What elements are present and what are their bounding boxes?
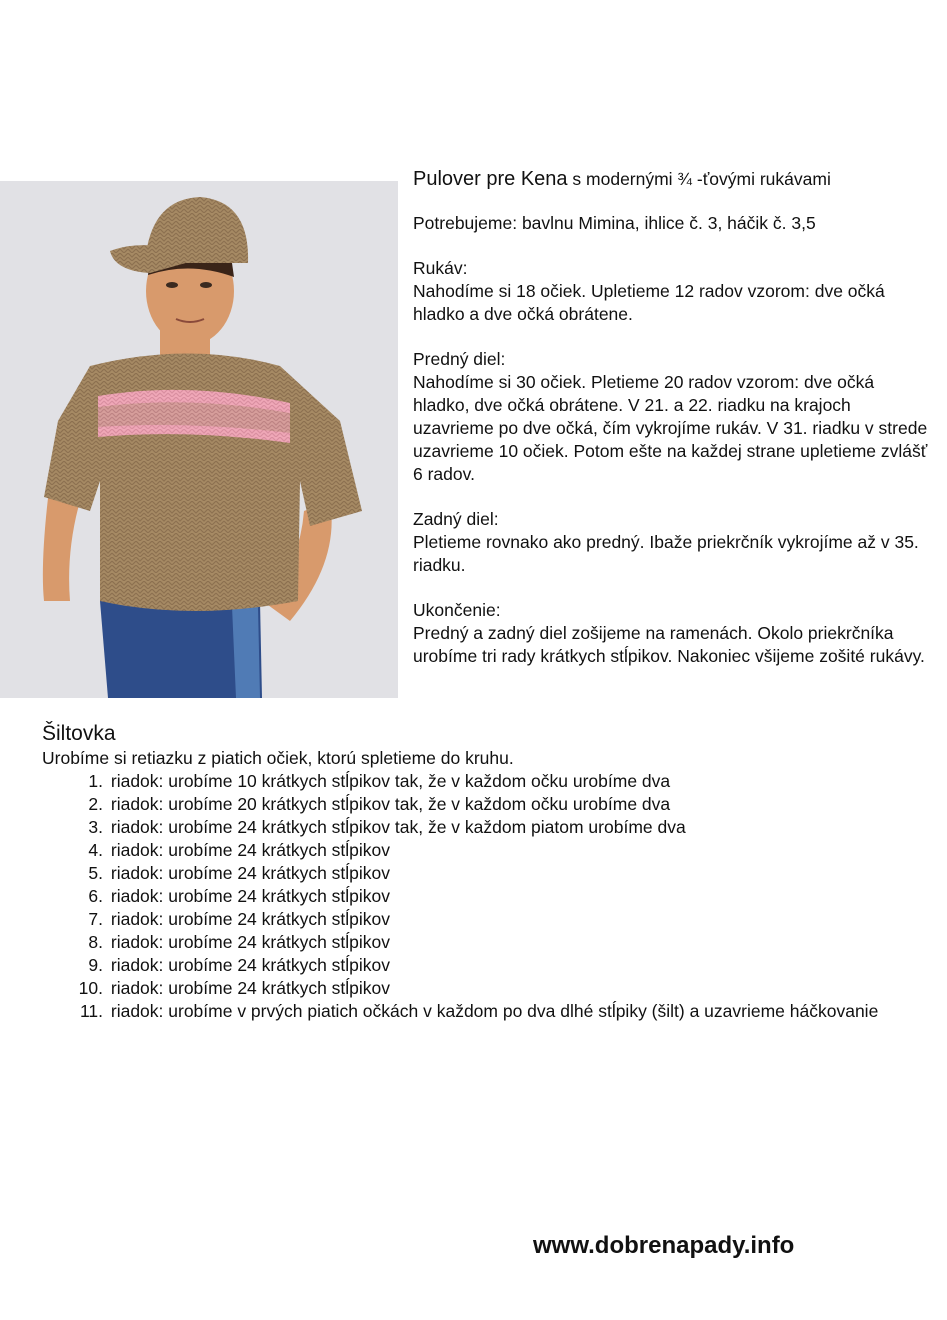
row-text: riadok: urobíme 10 krátkych stĺpikov tak, že v každom očku urobíme dva — [110, 771, 671, 791]
row-number: 2. — [88, 794, 103, 814]
sweater-title-sub: s modernými ¾ -ťovými rukávami — [567, 169, 831, 189]
row-text: riadok: urobíme 24 krátkych stĺpikov — [110, 863, 391, 883]
section-heading: Ukončenie: — [413, 600, 501, 620]
list-item — [42, 839, 922, 862]
list-item — [42, 770, 922, 793]
cap-title: Šiltovka — [42, 722, 116, 745]
doll-photo — [0, 181, 398, 698]
row-number: 3. — [88, 817, 103, 837]
list-item — [42, 977, 922, 1000]
section-front — [413, 348, 933, 486]
cap-rows — [42, 770, 922, 1023]
row-text: riadok: urobíme 24 krátkych stĺpikov — [110, 909, 391, 929]
row-text: riadok: urobíme 24 krátkych stĺpikov tak, že v každom piatom urobíme dva — [110, 817, 686, 837]
materials: Potrebujeme: bavlnu Mimina, ihlice č. 3, háčik č. 3,5 — [413, 213, 816, 233]
section-text: Predný a zadný diel zošijeme na ramenách. Okolo priekrčníka urobíme tri rady krátkych stĺpikov. Nakoniec všijeme zošité rukávy. — [413, 623, 925, 666]
list-item — [42, 908, 922, 931]
row-text: riadok: urobíme 24 krátkych stĺpikov — [110, 955, 391, 975]
row-text: riadok: urobíme 24 krátkych stĺpikov — [110, 978, 391, 998]
section-heading: Rukáv: — [413, 258, 468, 278]
list-item — [42, 793, 922, 816]
list-item — [42, 1000, 922, 1023]
list-item — [42, 816, 922, 839]
doll-illustration — [0, 181, 398, 698]
row-number: 4. — [88, 840, 103, 860]
footer-url: www.dobrenapady.info — [533, 1232, 795, 1259]
section-sleeve — [413, 257, 933, 326]
list-item — [42, 931, 922, 954]
row-text: riadok: urobíme 24 krátkych stĺpikov — [110, 840, 391, 860]
row-number: 1. — [88, 771, 103, 791]
section-heading: Zadný diel: — [413, 509, 499, 529]
sweater-instructions — [413, 166, 933, 690]
list-item — [42, 885, 922, 908]
cap-instructions — [42, 721, 922, 1023]
sweater-title — [413, 166, 933, 192]
row-text: riadok: urobíme 20 krátkych stĺpikov tak, že v každom očku urobíme dva — [110, 794, 671, 814]
row-text: riadok: urobíme 24 krátkych stĺpikov — [110, 886, 391, 906]
cap-intro: Urobíme si retiazku z piatich očiek, ktorú spletieme do kruhu. — [42, 748, 514, 768]
section-back — [413, 508, 933, 577]
row-number: 7. — [88, 909, 103, 929]
row-number: 8. — [88, 932, 103, 952]
sweater-title-main: Pulover pre Kena — [413, 168, 568, 190]
row-number: 5. — [88, 863, 103, 883]
row-number: 9. — [88, 955, 103, 975]
row-number: 10. — [78, 978, 103, 998]
section-finish — [413, 599, 933, 668]
section-text: Nahodíme si 18 očiek. Upletieme 12 radov vzorom: dve očká hladko a dve očká obrátene. — [413, 281, 885, 324]
row-text: riadok: urobíme 24 krátkych stĺpikov — [110, 932, 391, 952]
section-text: Nahodíme si 30 očiek. Pletieme 20 radov vzorom: dve očká hladko, dve očká obrátene. V 21. a 22. riadku na krajoch uzavrieme po dve očká, čím vykrojíme rukáv. V 31. riadku v strede uzavrieme 10 očiek. Potom ešte na každej strane upletieme zvlášť 6 radov. — [413, 372, 928, 484]
list-item — [42, 954, 922, 977]
row-text: riadok: urobíme v prvých piatich očkách v každom po dva dlhé stĺpiky (šilt) a uzavrieme háčkovanie — [110, 1001, 879, 1021]
section-heading: Predný diel: — [413, 349, 506, 369]
row-number: 11. — [79, 1001, 103, 1021]
list-item — [42, 862, 922, 885]
row-number: 6. — [88, 886, 103, 906]
section-text: Pletieme rovnako ako predný. Ibaže priekrčník vykrojíme až v 35. riadku. — [413, 532, 919, 575]
